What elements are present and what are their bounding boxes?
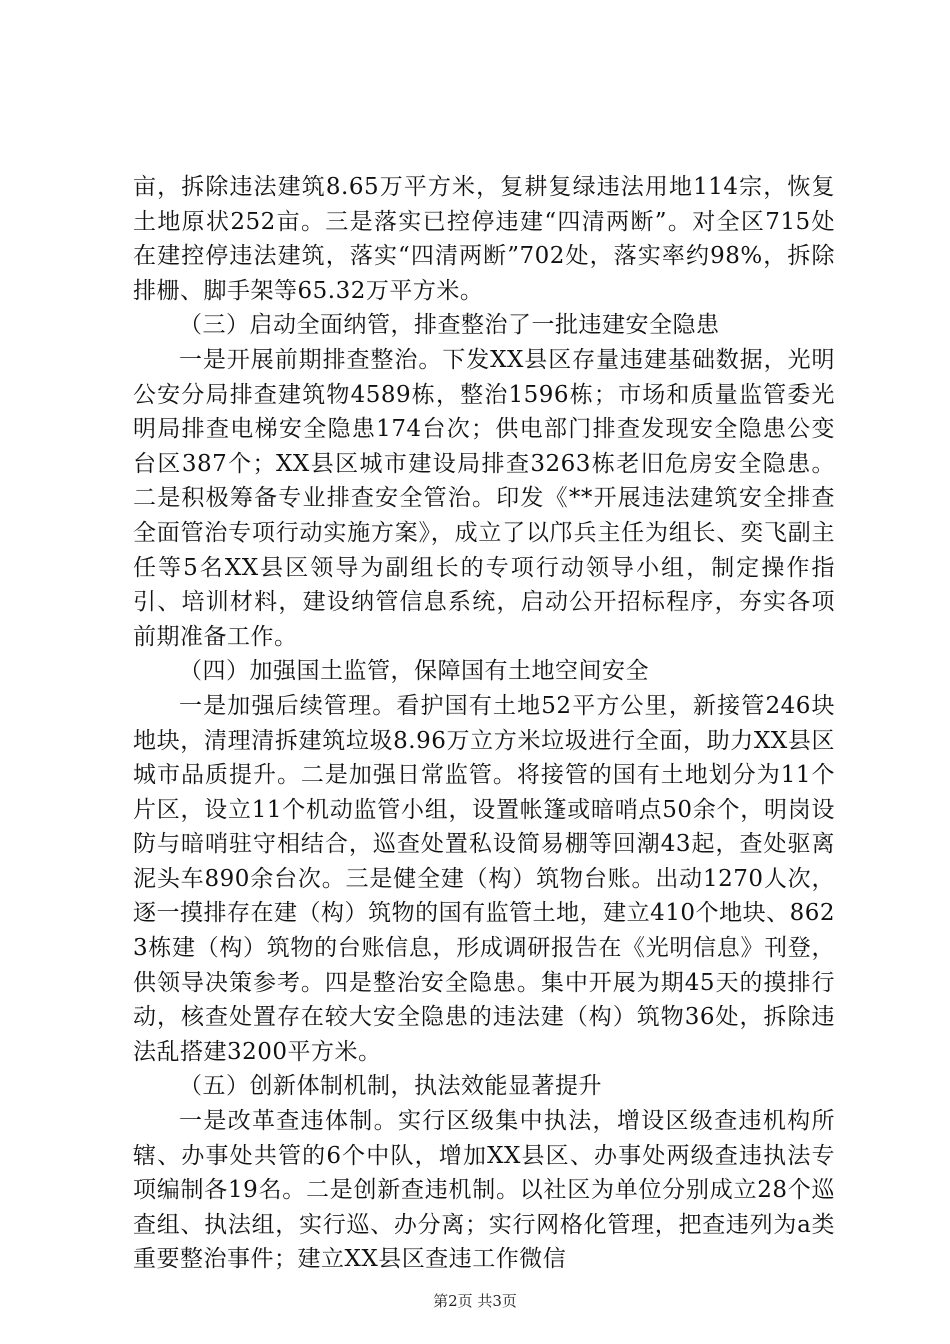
page-number-footer: 第2页 共3页 — [433, 1292, 517, 1310]
section-heading-3: （三）启动全面纳管，排查整治了一批违建安全隐患 — [179, 312, 720, 339]
document-body — [133, 170, 835, 1277]
paragraph-section-3: 一是开展前期排查整治。下发XX县区存量违建基础数据，光明公安分局排查建筑物4589栋，整治1596栋；市场和质量监管委光明局排查电梯安全隐患174台次；供电部门排查发现安全隐患公变台区387个；XX县区城市建设局排查3263栋老旧危房安全隐患。二是积极筹备专业排查安全管治。印发《**开展违法建筑安全排查全面管治专项行动实施方案》，成立了以邝兵主任为组长、奕飞副主任等5名XX县区领导为副组长的专项行动领导小组，制定操作指引、培训材料，建设纳管信息系统，启动公开招标程序，夯实各项前期准备工作。 — [133, 346, 835, 650]
section-heading-4: （四）加强国土监管，保障国有土地空间安全 — [179, 658, 649, 685]
paragraph-section-4: 一是加强后续管理。看护国有土地52平方公里，新接管246块地块，清理清拆建筑垃圾8.96万立方米垃圾进行全面，助力XX县区城市品质提升。二是加强日常监管。将接管的国有土地划分为11个片区，设立11个机动监管小组，设置帐篷或暗哨点50余个，明岗设防与暗哨驻守相结合，巡查处置私设简易棚等回潮43起，查处驱离泥头车890余台次。三是健全建（构）筑物台账。出动1270人次，逐一摸排存在建（构）筑物的国有监管土地，建立410个地块、8623栋建（构）筑物的台账信息，形成调研报告在《光明信息》刊登，供领导决策参考。四是整治安全隐患。集中开展为期45天的摸排行动，核查处置存在较大安全隐患的违法建（构）筑物36处，拆除违法乱搭建3200平方米。 — [133, 692, 835, 1065]
paragraph-section-5: 一是改革查违体制。实行区级集中执法，增设区级查违机构所辖、办事处共管的6个中队，增加XX县区、办事处两级查违执法专项编制各19名。二是创新查违机制。以社区为单位分别成立28个巡查组、执法组，实行巡、办分离；实行网格化管理，把查违列为a类重要整治事件；建立XX县区查违工作微信 — [133, 1108, 835, 1273]
section-heading-5: （五）创新体制机制，执法效能显著提升 — [179, 1073, 602, 1100]
paragraph-continuation: 亩，拆除违法建筑8.65万平方米，复耕复绿违法用地114宗，恢复土地原状252亩。三是落实已控停违建“四清两断”。对全区715处在建控停违法建筑，落实“四清两断”702处，落实率约98%，拆除排栅、脚手架等65.32万平方米。 — [133, 174, 835, 304]
